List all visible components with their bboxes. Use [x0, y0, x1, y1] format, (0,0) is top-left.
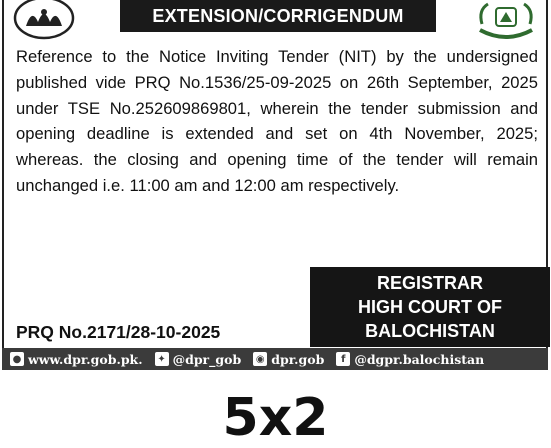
instagram-link[interactable] — [253, 352, 324, 367]
facebook-text: @dgpr.balochistan — [354, 351, 485, 367]
signatory-title: REGISTRAR — [376, 273, 483, 293]
prq-reference: PRQ No.2171/28-10-2025 — [16, 322, 221, 342]
body-line: opening deadline is extended and set on 4th November, 2025; — [16, 124, 538, 144]
signatory-block — [310, 267, 550, 347]
facebook-icon: f — [336, 352, 350, 366]
high-court-emblem-icon — [12, 0, 76, 42]
signatory-province: BALOCHISTAN — [365, 321, 495, 341]
ad-size-label: 5x2 — [222, 388, 329, 448]
facebook-link[interactable] — [336, 352, 484, 367]
body-line: Reference to the Notice Inviting Tender (NIT) by the undersigned — [16, 47, 538, 66]
body-line: whereas. the closing and opening time of the tender will remain — [16, 150, 538, 170]
instagram-icon: ◉ — [253, 352, 267, 366]
website-text: www.dpr.gob.pk. — [28, 351, 143, 367]
tender-notice — [2, 0, 548, 370]
globe-icon: ● — [10, 352, 24, 366]
social-footer — [2, 348, 548, 370]
website-link[interactable] — [10, 352, 143, 367]
body-line: unchanged i.e. 11:00 am and 12:00 am respectively. — [16, 175, 400, 195]
balochistan-government-emblem-icon — [474, 0, 538, 42]
body-line: published vide PRQ No.1536/25-09-2025 on 26th September, 2025 — [16, 72, 538, 92]
notice-body — [16, 44, 538, 199]
notice-title: EXTENSION/CORRIGENDUM — [120, 0, 436, 32]
instagram-text: dpr.gob — [271, 351, 325, 367]
twitter-icon: ✦ — [155, 352, 169, 366]
twitter-link[interactable] — [155, 352, 242, 367]
body-line: under TSE No.252609869801, wherein the tender submission and — [16, 98, 538, 118]
twitter-text: @dpr_gob — [172, 351, 242, 367]
signatory-court: HIGH COURT OF — [358, 297, 502, 317]
